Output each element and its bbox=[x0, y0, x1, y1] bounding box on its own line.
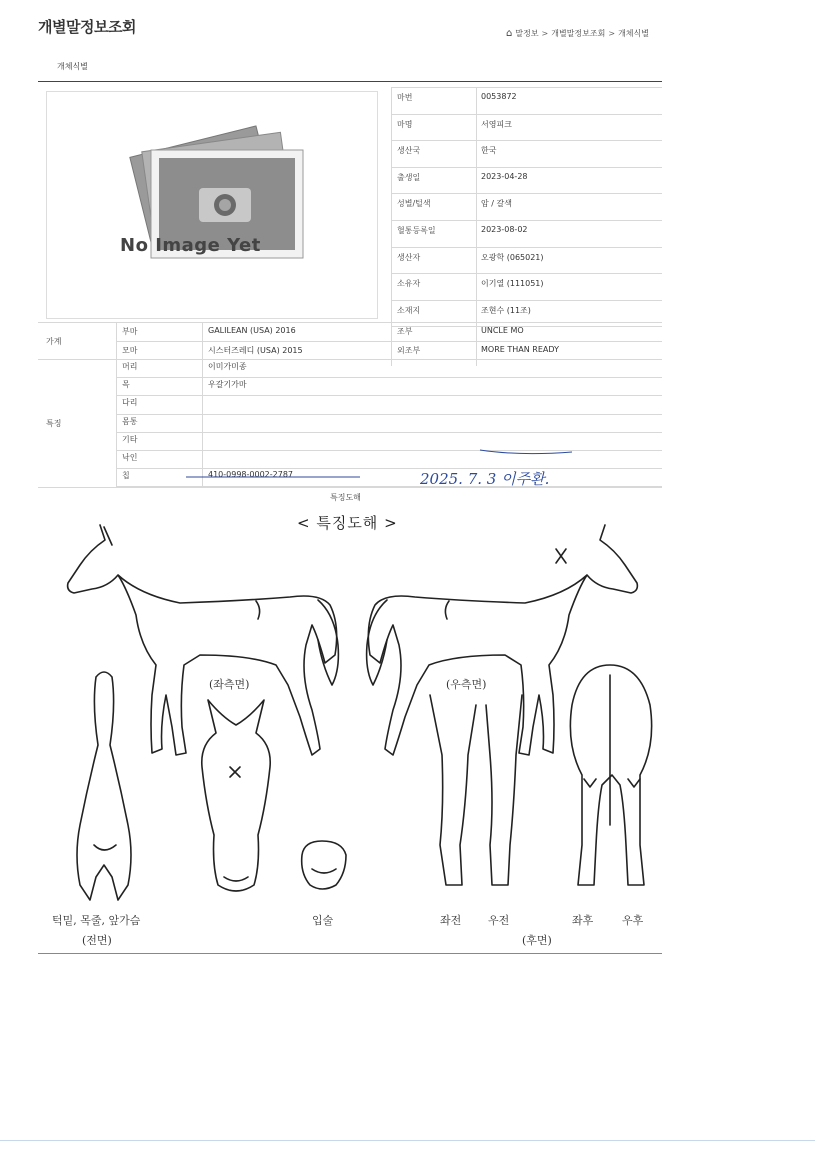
info-label: 성별/털색 bbox=[397, 199, 431, 209]
feature-label: 낙인 bbox=[122, 453, 138, 462]
info-label: 소유자 bbox=[397, 279, 421, 289]
sire-label: 부마 bbox=[122, 327, 138, 336]
grid-line bbox=[38, 359, 662, 360]
breadcrumb-item: 개체식별 bbox=[618, 29, 649, 38]
sire-value: GALILEAN (USA) 2016 bbox=[208, 326, 296, 335]
features-label: 특징 bbox=[46, 419, 62, 428]
grid-line bbox=[391, 87, 662, 88]
lips-label: 입술 bbox=[312, 914, 334, 927]
info-label: 생산국 bbox=[397, 146, 421, 156]
info-value: 한국 bbox=[481, 146, 497, 156]
grid-line bbox=[391, 140, 662, 141]
rear-view-outline bbox=[570, 665, 651, 885]
home-icon[interactable]: ⌂ bbox=[506, 28, 513, 39]
grid-line bbox=[391, 193, 662, 194]
info-value: 2023-08-02 bbox=[481, 225, 528, 234]
info-label: 출생일 bbox=[397, 172, 421, 182]
left-side-label: (좌측면) bbox=[209, 678, 250, 691]
front-chest-outline bbox=[77, 672, 131, 900]
front-view-label: (전면) bbox=[82, 934, 112, 947]
divider bbox=[38, 953, 662, 954]
info-value: 조현수 (11조) bbox=[481, 305, 531, 315]
no-image-text: No Image Yet bbox=[120, 235, 261, 256]
grandsire-value: UNCLE MO bbox=[481, 326, 524, 335]
horse-photo-placeholder bbox=[46, 91, 378, 319]
tab-identification[interactable]: 개체식별 bbox=[57, 62, 88, 71]
lips-outline bbox=[302, 841, 346, 889]
chevron-right-icon: > bbox=[608, 29, 616, 38]
info-value: 0053872 bbox=[481, 92, 517, 101]
right-side-horse-outline bbox=[367, 525, 638, 755]
scan-edge bbox=[0, 1140, 815, 1141]
feature-label: 다리 bbox=[122, 398, 138, 408]
grid-line bbox=[391, 273, 662, 274]
page-title: 개별말정보조회 bbox=[38, 18, 136, 36]
dam-sire-label: 외조부 bbox=[397, 346, 421, 355]
info-label: 혈통등록일 bbox=[397, 226, 436, 235]
front-group-label: 턱밑, 목줄, 앞가슴 bbox=[52, 914, 141, 927]
rear-left-label: 좌후 bbox=[572, 914, 594, 927]
rear-view-label: (후면) bbox=[522, 934, 552, 947]
grid-line bbox=[391, 220, 662, 221]
feature-value: 410-0998-0002-2787 bbox=[208, 470, 294, 480]
divider bbox=[38, 81, 662, 82]
pedigree-label: 가계 bbox=[46, 337, 62, 346]
grid-line bbox=[391, 300, 662, 301]
info-label: 마번 bbox=[397, 93, 413, 102]
grid-line bbox=[391, 114, 662, 115]
grid-line bbox=[116, 414, 662, 415]
breadcrumb-item[interactable]: 말정보 bbox=[515, 29, 539, 38]
feature-label: 머리 bbox=[122, 362, 138, 371]
info-value: 암 / 갈색 bbox=[481, 199, 512, 209]
grid-line bbox=[391, 167, 662, 168]
info-value: 2023-04-28 bbox=[481, 171, 528, 181]
feature-value: 이미가미종 bbox=[208, 362, 247, 371]
front-right-label: 우전 bbox=[488, 914, 510, 927]
feature-label: 칩 bbox=[122, 471, 130, 481]
handwritten-note: 2025. 7. 3 이주환. bbox=[420, 470, 550, 488]
right-side-label: (우측면) bbox=[446, 678, 487, 691]
info-value: 오광학 (065021) bbox=[481, 252, 544, 262]
feature-label: 목 bbox=[122, 380, 130, 390]
front-legs-outline bbox=[430, 695, 522, 885]
grid-line bbox=[391, 87, 392, 366]
front-left-label: 좌전 bbox=[440, 914, 462, 927]
grid-line bbox=[391, 326, 662, 327]
info-value: 서영피크 bbox=[481, 119, 512, 129]
breadcrumb-item[interactable]: 개별말정보조회 bbox=[551, 29, 606, 38]
horse-diagram bbox=[0, 505, 815, 965]
grid-line bbox=[116, 377, 662, 378]
diagram-title: < 특징도해 > bbox=[297, 514, 398, 532]
dam-sire-value: MORE THAN READY bbox=[481, 345, 559, 354]
grid-line bbox=[476, 87, 477, 366]
diagram-caption: 특징도해 bbox=[330, 493, 361, 502]
dam-value: 시스터즈레디 (USA) 2015 bbox=[208, 346, 303, 355]
info-value: 이기열 (111051) bbox=[481, 279, 544, 289]
info-label: 생산자 bbox=[397, 252, 421, 262]
grid-line bbox=[116, 395, 662, 396]
photo-stack-icon bbox=[47, 92, 377, 318]
rear-right-label: 우후 bbox=[622, 914, 644, 927]
handwritten-underline bbox=[0, 460, 815, 490]
info-label: 소재지 bbox=[397, 305, 421, 315]
grid-line bbox=[116, 432, 662, 433]
grid-line bbox=[391, 247, 662, 248]
grandsire-label: 조부 bbox=[397, 327, 413, 336]
front-head-outline bbox=[202, 700, 270, 891]
grid-line bbox=[116, 341, 662, 342]
grid-line bbox=[116, 450, 662, 451]
grid-line bbox=[38, 322, 662, 323]
left-side-horse-outline bbox=[68, 525, 339, 755]
dam-label: 모마 bbox=[122, 346, 138, 355]
feature-value: 우갈기가마 bbox=[208, 380, 247, 390]
chevron-right-icon: > bbox=[541, 29, 549, 38]
feature-label: 기타 bbox=[122, 434, 138, 444]
info-label: 마명 bbox=[397, 119, 413, 129]
feature-label: 몸통 bbox=[122, 416, 138, 426]
breadcrumb bbox=[506, 28, 649, 39]
